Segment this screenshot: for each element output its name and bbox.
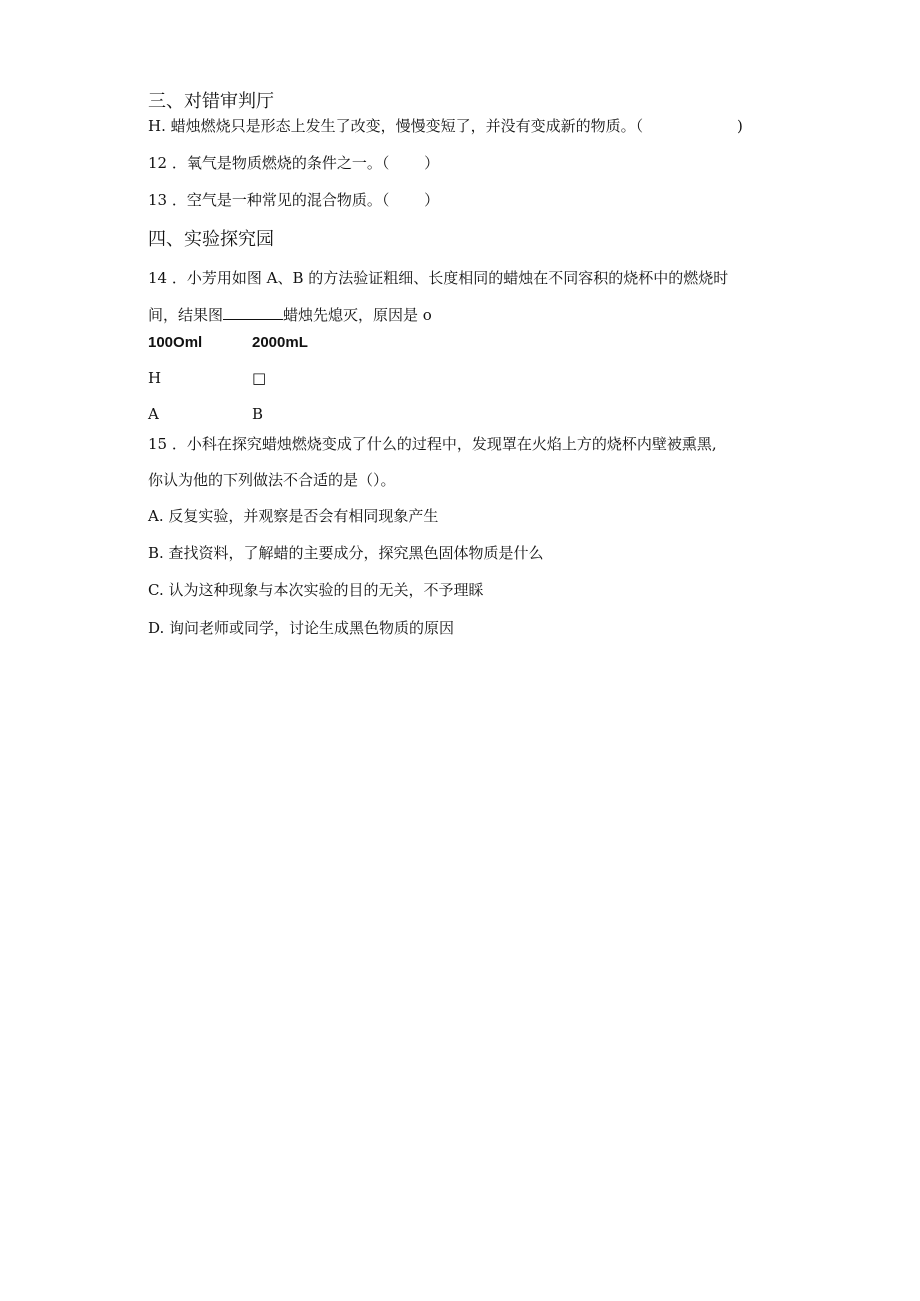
option-d: D. 询问老师或同学，讨论生成黑色物质的原因 — [148, 619, 455, 637]
option-b: B. 查找资料，了解蜡的主要成分，探究黑色固体物质是什么 — [148, 544, 544, 562]
section-4-heading: 四、实验探究园 — [148, 229, 274, 250]
question-15-line-1: 15 ．小科在探究蜡烛燃烧变成了什么的过程中，发现罩在火焰上方的烧杯内壁被熏黑, — [148, 435, 717, 453]
figure-label-a: A — [148, 405, 159, 423]
figure-volume-b: 2000mL — [252, 334, 308, 351]
question-14-line-2 — [148, 305, 432, 325]
question-13: 13 ．空气是一种常见的混合物质。（ ） — [148, 191, 440, 209]
figure-symbol-a: H — [148, 369, 162, 387]
answer-blank — [223, 305, 283, 320]
question-14-line-1: 14 ．小芳用如图 A、B 的方法验证粗细、长度相同的蜡烛在不同容积的烧杯中的燃烧时 — [148, 269, 729, 287]
question-11-close-paren: ) — [737, 117, 743, 135]
figure-symbol-b: □ — [252, 369, 267, 387]
question-11: H. 蜡烛燃烧只是形态上发生了改变，慢慢变短了，并没有变成新的物质。（ — [148, 117, 644, 135]
question-12: 12 ．氧气是物质燃烧的条件之一。（ ） — [148, 154, 440, 172]
option-c: C. 认为这种现象与本次实验的目的无关，不予理睬 — [148, 581, 484, 599]
figure-label-b: B — [252, 405, 264, 423]
section-3-heading: 三、对错审判厅 — [148, 91, 274, 112]
question-15-line-2: 你认为他的下列做法不合适的是（）。 — [148, 471, 396, 489]
question-14-line-2-end: 蜡烛先熄灭，原因是 o — [283, 306, 432, 324]
option-a: A. 反复实验，并观察是否会有相同现象产生 — [148, 507, 439, 525]
figure-volume-a: 100Oml — [148, 334, 203, 351]
question-14-line-2-start: 间，结果图 — [148, 306, 224, 324]
